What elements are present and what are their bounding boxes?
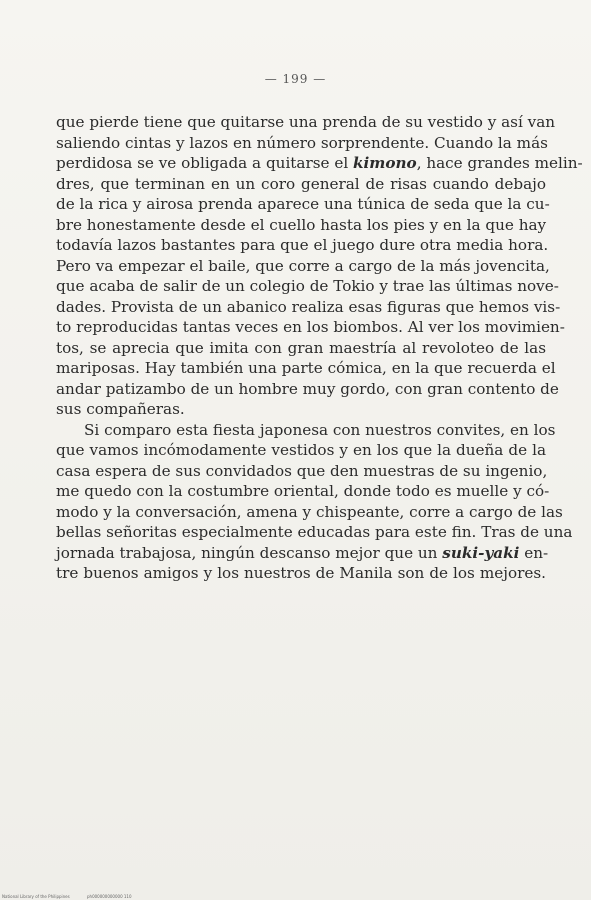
text-line: que vamos incómodamente vestidos y en los que la dueña de la <box>56 441 546 459</box>
text-line: casa espera de sus convidados que den muestras de su ingenio, <box>56 461 548 480</box>
text-line: todavía lazos bastantes para que el juego dure otra media hora. <box>56 236 549 254</box>
body-text <box>56 112 583 584</box>
text-line: dres, que terminan en un coro general de risas cuando debajo <box>56 174 546 193</box>
text-line: me quedo con la costumbre oriental, donde todo es muelle y có- <box>56 482 550 500</box>
text-line: mariposas. Hay también una parte cómica, en la que recuerda el <box>56 359 556 377</box>
text-line: modo y la conversación, amena y chispeante, corre a cargo de las <box>56 502 563 521</box>
text-line: sus compañeras. <box>56 400 185 418</box>
scan-footer <box>2 894 148 899</box>
page-number: — 199 — <box>264 72 327 86</box>
text-line: to reproducidas tantas veces en los biombos. Al ver los movimien- <box>56 318 565 336</box>
text-line: tos, se aprecia que imita con gran maestría al revoloteo de las <box>56 338 546 357</box>
text-line: Si comparo esta fiesta japonesa con nuestros convites, en los <box>84 420 556 439</box>
text-line: saliendo cintas y lazos en número sorprendente. Cuando la más <box>56 133 548 152</box>
text-line: de la rica y airosa prenda aparece una túnica de seda que la cu- <box>56 195 550 213</box>
text-line: que acaba de salir de un colegio de Tokio y trae las últimas nove- <box>56 277 559 295</box>
text-line: bre honestamente desde el cuello hasta los pies y en la que hay <box>56 215 547 234</box>
footer-library: National Library of the Philippines <box>2 894 70 899</box>
text-line: andar patizambo de un hombre muy gordo, con gran contento de <box>56 379 559 398</box>
text-line: perdidosa se ve obligada a quitarse el kimono, hace grandes melin- <box>56 154 583 172</box>
text-line: jornada trabajosa, ningún descanso mejor que un suki-yaki en- <box>56 543 549 562</box>
text-line: tre buenos amigos y los nuestros de Manila son de los mejores. <box>56 564 546 582</box>
text-line: bellas señoritas especialmente educadas para este fin. Tras de una <box>56 523 573 541</box>
text-line: Pero va empezar el baile, que corre a cargo de la más jovencita, <box>56 256 550 275</box>
footer-id: ph000000000000 110 <box>87 894 132 899</box>
text-line: que pierde tiene que quitarse una prenda de su vestido y así van <box>56 113 556 131</box>
text-line: dades. Provista de un abanico realiza esas figuras que hemos vis- <box>56 297 561 316</box>
